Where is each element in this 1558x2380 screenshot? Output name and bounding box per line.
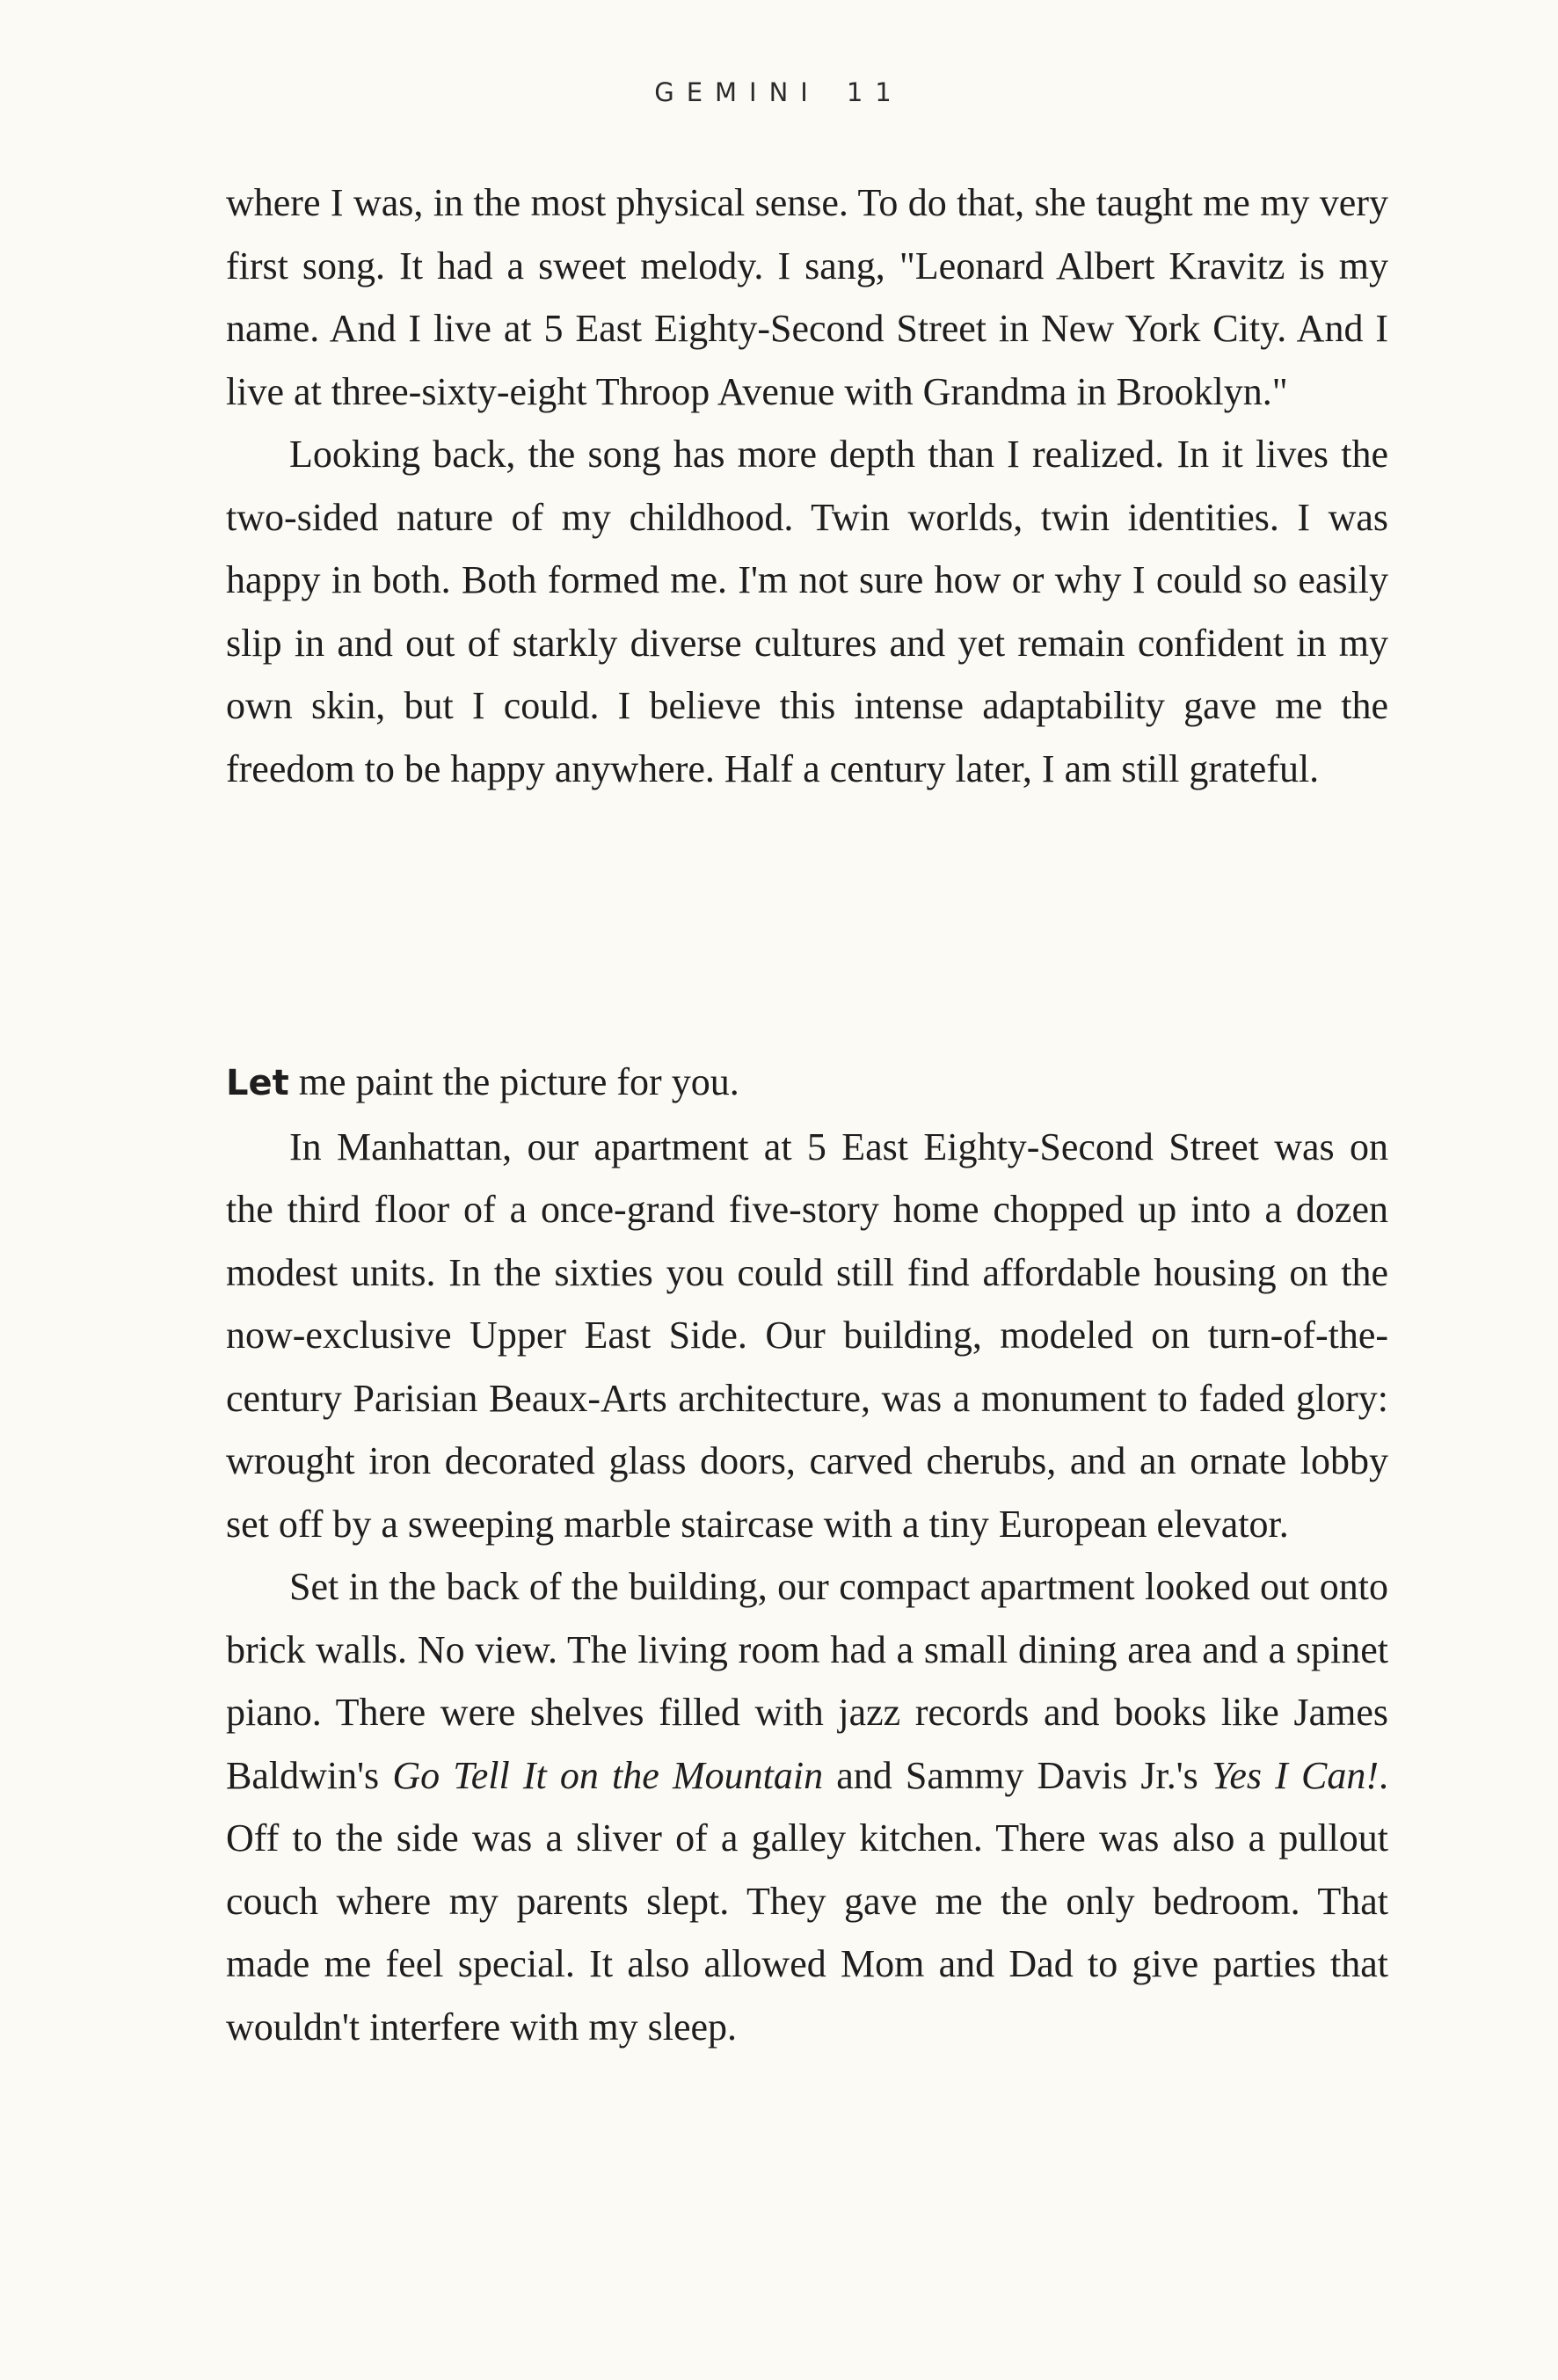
apartment-text-1: Set in the back of the building, our compact apartment looked out onto brick walls. No view. The living room had a small dining area and a spinet piano. There were shelves filled with jazz records and books like James Baldwin's [226, 1565, 1388, 1797]
running-head [0, 77, 1558, 107]
running-head-title: GEMINI [654, 77, 820, 107]
opener-text: me paint the picture for you. [288, 1060, 739, 1103]
paragraph-manhattan: In Manhattan, our apartment at 5 East Eighty-Second Street was on the third floor of a once-grand five-story home chopped up into a dozen modest units. In the sixties you could still find affordable housing on the now-exclusive Upper East Side. Our building, modeled on turn-of-the-century Parisian Beaux-Arts architecture, was a monument to faded glory: wrought iron decorated glass doors, carved cherubs, and an ornate lobby set off by a sweeping marble staircase with a tiny European elevator. [226, 1124, 1388, 1546]
paragraph-apartment [226, 1555, 1388, 2058]
lead-word: Let [226, 1063, 289, 1103]
apartment-text-3: . Off to the side was a sliver of a galley kitchen. There was also a pullout couch where my parents slept. They gave me the only bedroom. That made me feel special. It also allowed Mom and Dad to give parties that wouldn't interfere with my sleep. [226, 1753, 1389, 2049]
page-number: 11 [846, 77, 904, 107]
book-title-baldwin: Go Tell It on the Mountain [392, 1753, 824, 1797]
section-1 [226, 171, 1388, 800]
book-title-davis: Yes I Can! [1211, 1753, 1380, 1797]
paragraph-section-opener [226, 1051, 1388, 1116]
apartment-text-2: and Sammy Davis Jr.'s [823, 1753, 1212, 1797]
section-2 [226, 1051, 1388, 2058]
paragraph-continued: where I was, in the most physical sense. To do that, she taught me my very first song. It had a sweet melody. I sang, "Leonard Albert Kravitz is my name. And I live at 5 East Eighty-Second Street in New York City. And I live at three-sixty-eight Throop Avenue with Grandma in Brooklyn." [226, 181, 1388, 413]
paragraph-looking-back: Looking back, the song has more depth than I realized. In it lives the two-sided nature of my childhood. Twin worlds, twin identities. I was happy in both. Both formed me. I'm not sure how or why I could so easily slip in and out of starkly diverse cultures and yet remain confident in my own skin, but I could. I believe this intense adaptability gave me the freedom to be happy anywhere. Half a century later, I am still grateful. [226, 433, 1388, 790]
